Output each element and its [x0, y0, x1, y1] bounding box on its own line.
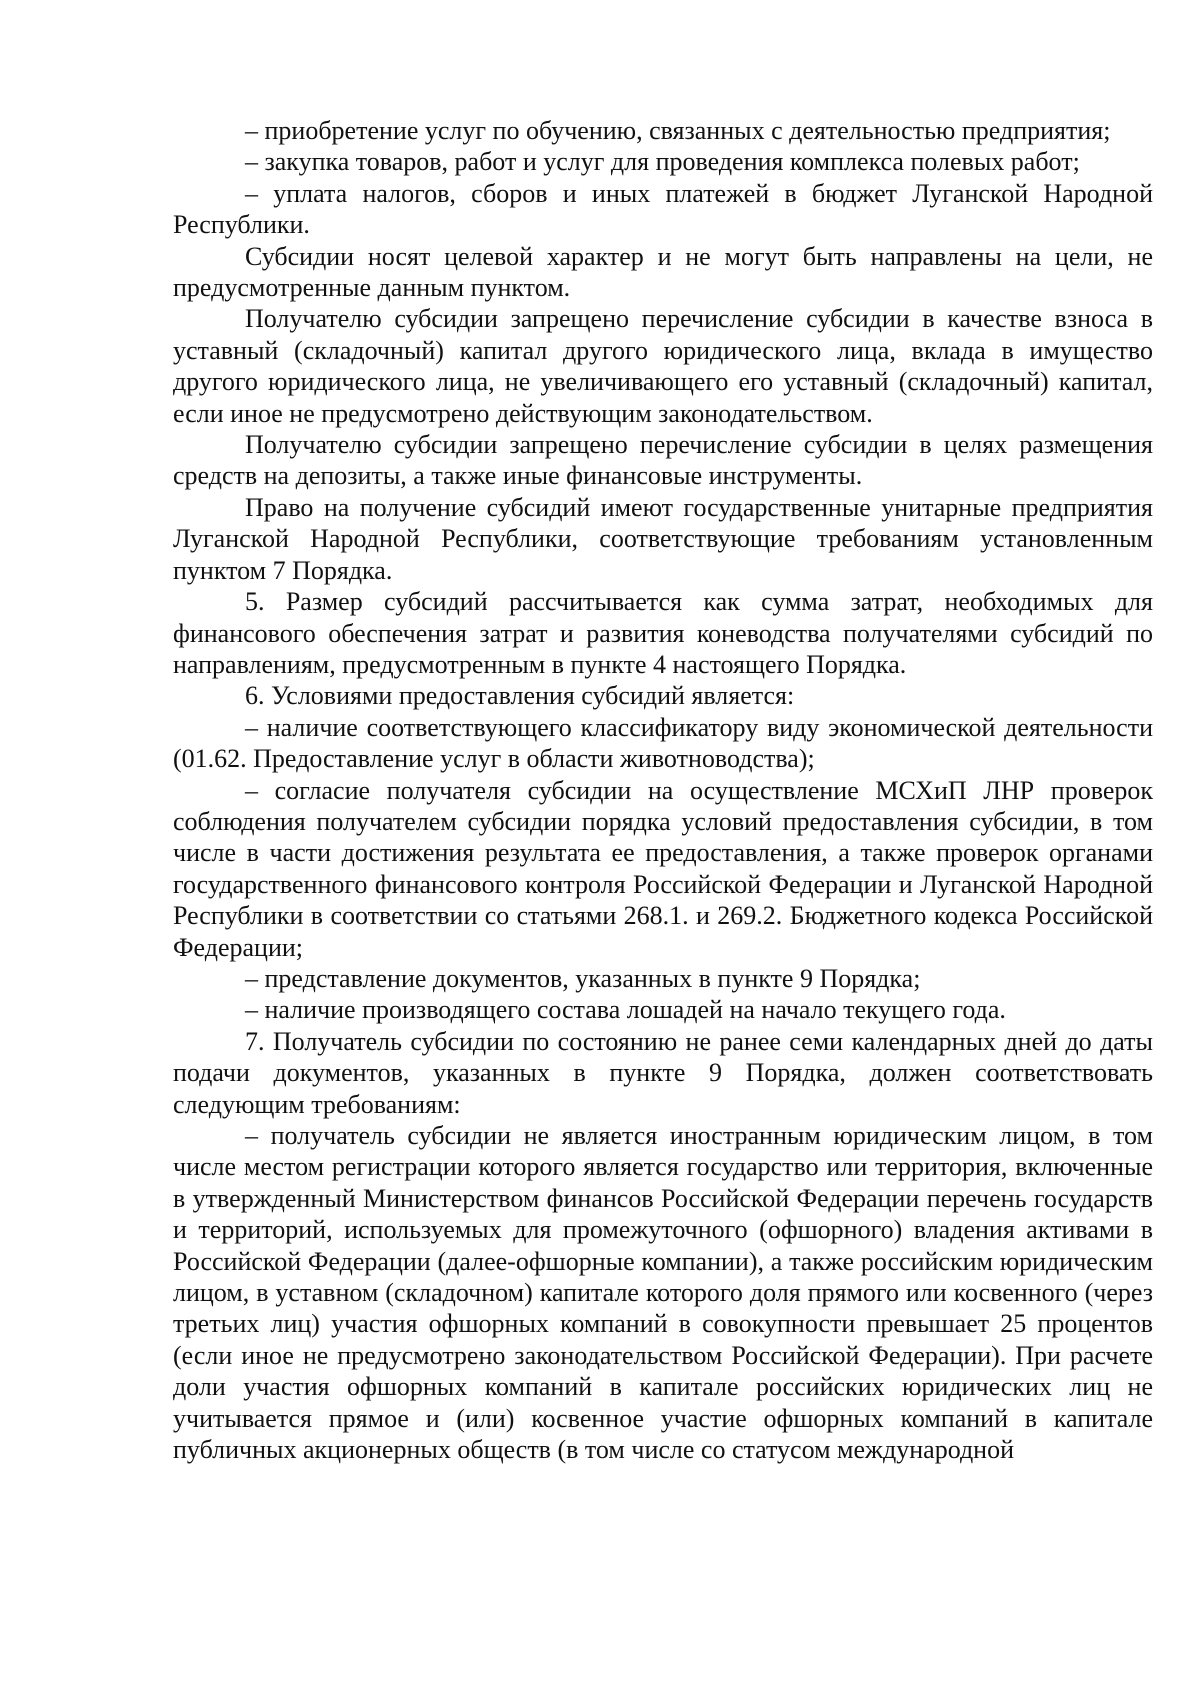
paragraph: – согласие получателя субсидии на осуществление МСХиП ЛНР проверок соблюдения получателем субсидии порядка условий предоставления субсидии, в том числе в части достижения результата ее предоставления, а также проверок органами государственного финансового контроля Российской Федерации и Луганской Народной Республики в соответствии со статьями 268.1. и 269.2. Бюджетного кодекса Российской Федерации;	[173, 775, 1153, 962]
document-page	[173, 115, 1153, 1465]
paragraph: Получателю субсидии запрещено перечисление субсидии в качестве взноса в уставный (складочный) капитал другого юридического лица, вклада в имущество другого юридического лица, не увеличивающего его уставный (складочный) капитал, если иное не предусмотрено действующим законодательством.	[173, 304, 1153, 428]
paragraph: – наличие производящего состава лошадей на начало текущего года.	[245, 995, 1006, 1025]
paragraph: – представление документов, указанных в пункте 9 Порядка;	[245, 963, 921, 993]
paragraph: – получатель субсидии не является иностранным юридическим лицом, в том числе местом регистрации которого является государство или территория, включенные в утвержденный Министерством финансов Российской Федерации перечень государств и территорий, используемых для промежуточного (офшорного) владения активами в Российской Федерации (далее-офшорные компании), а также российским юридическим лицом, в уставном (складочном) капитале которого доля прямого или косвенного (через третьих лиц) участия офшорных компаний в совокупности превышает 25 процентов (если иное не предусмотрено законодательством Российской Федерации). При расчете доли участия офшорных компаний в капитале российских юридических лиц не учитывается прямое и (или) косвенное участие офшорных компаний в капитале публичных акционерных обществ (в том числе со статусом международной	[173, 1121, 1153, 1465]
paragraph: Субсидии носят целевой характер и не могут быть направлены на цели, не предусмотренные данным пунктом.	[173, 241, 1153, 303]
paragraph: – закупка товаров, работ и услуг для проведения комплекса полевых работ;	[245, 147, 1080, 177]
paragraph: – наличие соответствующего классификатору виду экономической деятельности (01.62. Предоставление услуг в области животноводства);	[173, 712, 1153, 774]
paragraph: Получателю субсидии запрещено перечисление субсидии в целях размещения средств на депозиты, а также иные финансовые инструменты.	[173, 430, 1153, 491]
paragraph: – уплата налогов, сборов и иных платежей в бюджет Луганской Народной Республики.	[173, 178, 1153, 240]
paragraph: 5. Размер субсидий рассчитывается как сумма затрат, необходимых для финансового обеспечения затрат и развития коневодства получателями субсидий по направлениям, предусмотренным в пункте 4 настоящего Порядка.	[173, 587, 1153, 679]
paragraph: 6. Условиями предоставления субсидий является:	[245, 681, 795, 711]
paragraph: Право на получение субсидий имеют государственные унитарные предприятия Луганской Народной Республики, соответствующие требованиям установленным пунктом 7 Порядка.	[173, 492, 1153, 585]
paragraph: – приобретение услуг по обучению, связанных с деятельностью предприятия;	[245, 116, 1111, 145]
paragraph: 7. Получатель субсидии по состоянию не ранее семи календарных дней до даты подачи документов, указанных в пункте 9 Порядка, должен соответствовать следующим требованиям:	[173, 1026, 1153, 1119]
